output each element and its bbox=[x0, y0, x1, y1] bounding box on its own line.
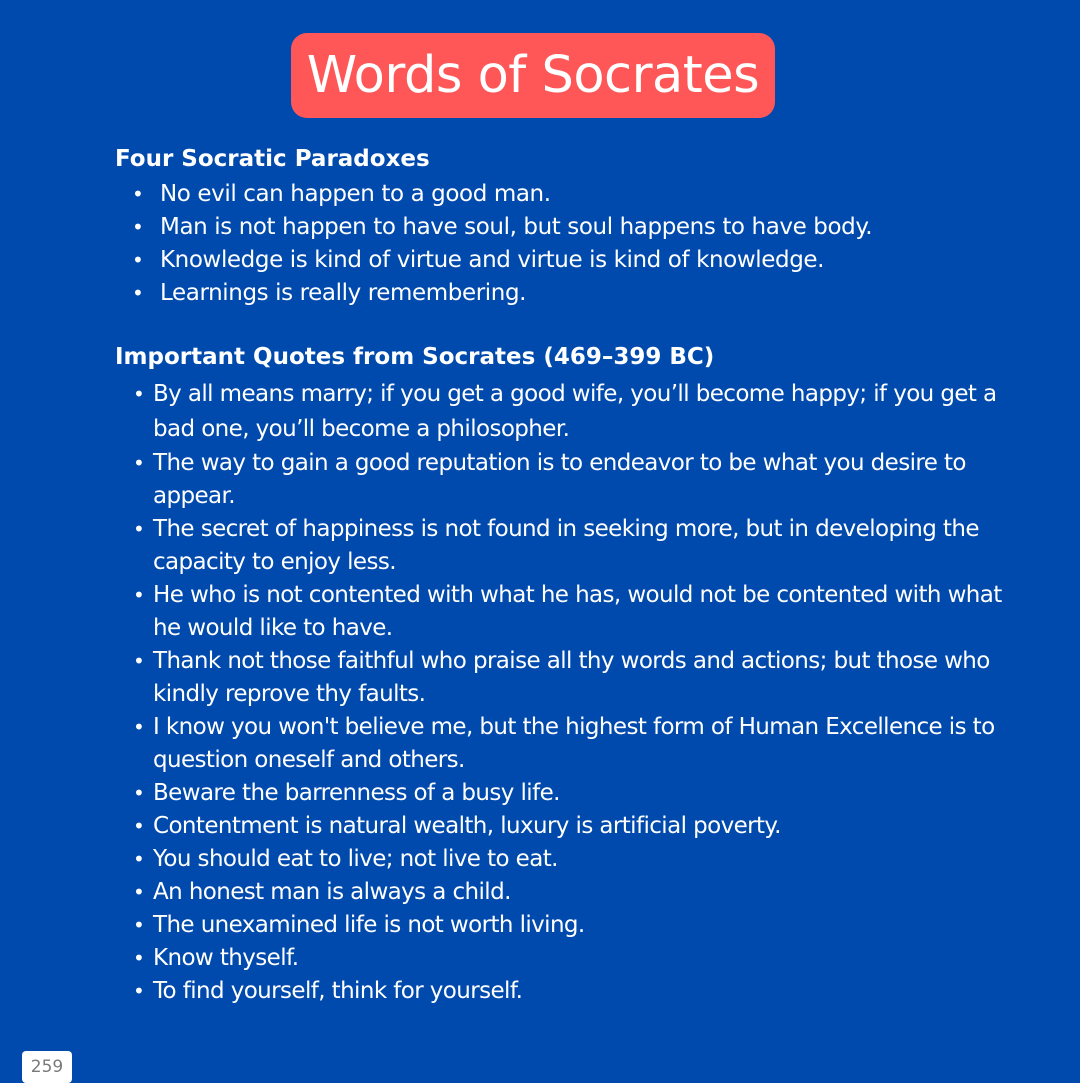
page-title: Words of Socrates bbox=[306, 46, 760, 105]
quote-item bbox=[133, 579, 1008, 645]
quote-item bbox=[133, 645, 1008, 711]
title-banner bbox=[291, 33, 775, 118]
bullet-icon: • bbox=[133, 814, 145, 838]
paradox-item bbox=[132, 178, 1040, 211]
quote-text: He who is not contented with what he has, would not be contented with what he would like to have. bbox=[153, 582, 1002, 641]
quote-text: I know you won't believe me, but the highest form of Human Excellence is to question oneself and others. bbox=[153, 714, 995, 773]
bullet-icon: • bbox=[133, 979, 145, 1003]
quote-text: To find yourself, think for yourself. bbox=[153, 978, 523, 1004]
quote-item bbox=[133, 377, 1008, 447]
quote-item bbox=[133, 711, 1008, 777]
quote-item bbox=[133, 810, 1008, 843]
bullet-icon: • bbox=[133, 781, 145, 805]
quote-list bbox=[133, 377, 1008, 1008]
bullet-icon: • bbox=[133, 880, 145, 904]
bullet-icon: • bbox=[133, 913, 145, 937]
paradox-text: Learnings is really remembering. bbox=[160, 280, 527, 306]
paradox-item bbox=[132, 211, 1040, 244]
paradox-text: Man is not happen to have soul, but soul happens to have body. bbox=[160, 214, 873, 240]
quote-text: The way to gain a good reputation is to endeavor to be what you desire to appear. bbox=[153, 450, 966, 509]
bullet-icon: • bbox=[132, 281, 144, 305]
quote-text: The secret of happiness is not found in seeking more, but in developing the capacity to enjoy less. bbox=[153, 516, 979, 575]
quotes-heading: Important Quotes from Socrates (469–399 BC) bbox=[115, 344, 715, 370]
paradox-item bbox=[132, 244, 1040, 277]
quote-item bbox=[133, 513, 1008, 579]
bullet-icon: • bbox=[133, 451, 145, 475]
bullet-icon: • bbox=[133, 847, 145, 871]
quote-item bbox=[133, 975, 1008, 1008]
quote-text: An honest man is always a child. bbox=[153, 879, 511, 905]
quote-text: Contentment is natural wealth, luxury is artificial poverty. bbox=[153, 813, 781, 839]
quote-item bbox=[133, 843, 1008, 876]
bullet-icon: • bbox=[133, 715, 145, 739]
quote-item bbox=[133, 876, 1008, 909]
paradox-list bbox=[132, 178, 1040, 310]
page-number: 259 bbox=[22, 1051, 72, 1083]
bullet-icon: • bbox=[132, 182, 144, 206]
quote-text: The unexamined life is not worth living. bbox=[153, 912, 585, 938]
quote-item bbox=[133, 447, 1008, 513]
paradox-text: No evil can happen to a good man. bbox=[160, 181, 551, 207]
paradox-item bbox=[132, 277, 1040, 310]
quote-text: You should eat to live; not live to eat. bbox=[153, 846, 558, 872]
bullet-icon: • bbox=[133, 382, 145, 406]
bullet-icon: • bbox=[133, 649, 145, 673]
bullet-icon: • bbox=[132, 248, 144, 272]
paradox-text: Knowledge is kind of virtue and virtue is kind of knowledge. bbox=[160, 247, 825, 273]
quote-text: Beware the barrenness of a busy life. bbox=[153, 780, 560, 806]
quote-text: By all means marry; if you get a good wife, you’ll become happy; if you get a bad one, you’ll become a philosopher. bbox=[153, 381, 997, 442]
bullet-icon: • bbox=[132, 215, 144, 239]
bullet-icon: • bbox=[133, 946, 145, 970]
bullet-icon: • bbox=[133, 583, 145, 607]
quote-item bbox=[133, 909, 1008, 942]
paradoxes-heading: Four Socratic Paradoxes bbox=[115, 146, 430, 172]
quote-text: Thank not those faithful who praise all thy words and actions; but those who kindly reprove thy faults. bbox=[153, 648, 990, 707]
quote-item bbox=[133, 942, 1008, 975]
quote-item bbox=[133, 777, 1008, 810]
bullet-icon: • bbox=[133, 517, 145, 541]
quote-text: Know thyself. bbox=[153, 945, 299, 971]
